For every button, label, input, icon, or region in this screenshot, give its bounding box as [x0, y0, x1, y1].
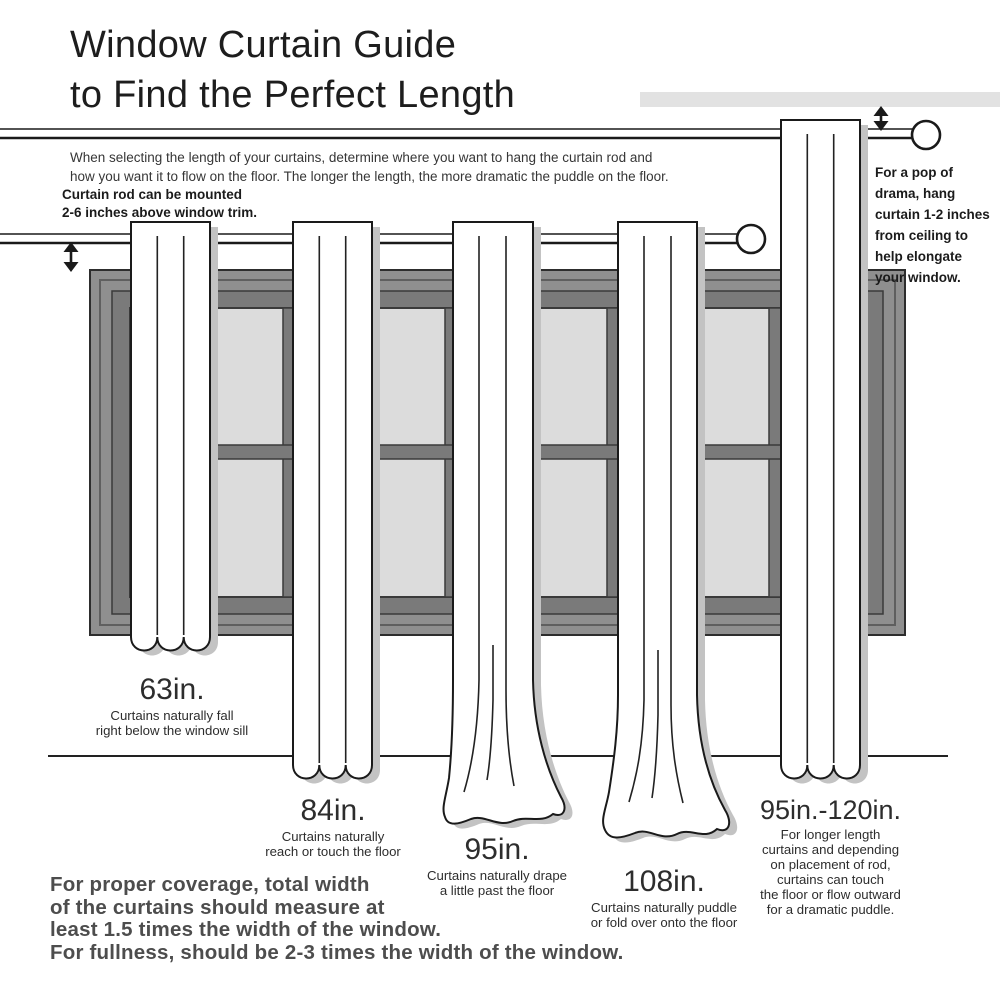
curtain-length-value: 95in.-120in.	[759, 795, 902, 825]
ceiling-bar	[640, 92, 1000, 107]
ceiling-hang-note: For a pop of drama, hang curtain 1-2 inches from ceiling to help elongate your window.	[875, 165, 990, 285]
curtain-95-120in	[781, 120, 868, 784]
page-title: Window Curtain Guide to Find the Perfect Length	[70, 24, 516, 116]
curtain-length-value: 84in.	[300, 794, 366, 827]
curtain-84-label	[243, 795, 423, 859]
curtain-length-description: Curtains naturally fall right below the window sill	[95, 708, 249, 738]
arrow-rod-above-trim-icon	[64, 242, 79, 272]
curtain-length-description: Curtains naturally reach or touch the floor	[265, 829, 401, 859]
rod-finial	[737, 225, 765, 253]
curtain-length-description: Curtains naturally puddle or fold over onto the floor	[590, 900, 738, 930]
coverage-fullness-note: For proper coverage, total width of the curtains should measure at least 1.5 times the width of the window. For fullness, should be 2-3 times the width of the window.	[50, 873, 624, 964]
rod-mount-note: Curtain rod can be mounted 2-6 inches above window trim.	[62, 187, 258, 220]
curtain-length-value: 95in.	[464, 833, 530, 866]
curtain-length-value: 63in.	[139, 673, 205, 706]
intro-paragraph: When selecting the length of your curtains, determine where you want to hang the curtain rod and how you want it to flow on the floor. The longer the length, the more dramatic the puddle on the floor.	[70, 150, 669, 184]
curtain-63in	[131, 222, 218, 656]
rod-finial	[912, 121, 940, 149]
curtain-length-value: 108in.	[623, 865, 705, 898]
curtain-63-label	[62, 674, 282, 738]
curtain-length-description: Curtains naturally drape a little past the floor	[426, 868, 567, 898]
curtain-95-120-label	[743, 795, 918, 917]
arrow-ceiling-gap-icon	[874, 106, 889, 131]
curtain-length-description: For longer length curtains and depending on placement of rod, curtains can touch the floor or flow outward for a dramatic puddle.	[760, 827, 901, 917]
curtain-84in	[293, 222, 380, 784]
